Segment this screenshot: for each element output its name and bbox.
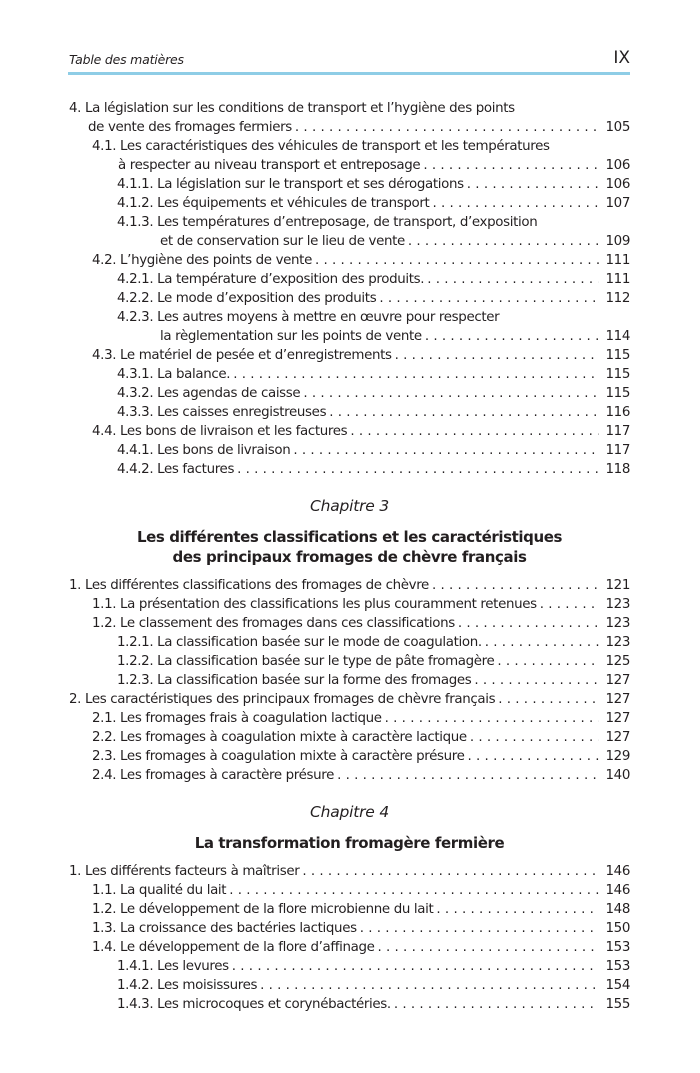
toc-entry-line <box>92 595 630 614</box>
toc-entry-line <box>117 365 630 384</box>
toc-entry[interactable] <box>69 881 630 900</box>
dot-leader <box>485 633 600 652</box>
toc-entry[interactable] <box>69 576 630 595</box>
toc-entry-line <box>69 862 630 881</box>
toc-entry-title: 4.3.2. Les agendas de caisse <box>117 386 301 401</box>
dot-leader <box>423 156 599 175</box>
chapter-label: Chapitre 3 <box>309 497 390 515</box>
toc-entry-title: 1.1. La présentation des classifications les plus couramment retenues <box>92 597 537 612</box>
toc-entry-page: 123 <box>605 597 630 612</box>
toc-entry-title: 4.2.1. La température d’exposition des produits. <box>117 272 425 287</box>
toc-entry-page: 127 <box>605 673 630 688</box>
toc-entry-title: 1.4.3. Les microcoques et corynébactéries. <box>117 997 391 1012</box>
toc-entry-title: 4.3.3. Les caisses enregistreuses <box>117 405 327 420</box>
toc-entry-page: 111 <box>605 272 630 287</box>
toc-entry-title: 4.4.1. Les bons de livraison <box>117 443 291 458</box>
toc-entry-title: 4.3.1. La balance. <box>117 367 231 382</box>
toc-entry-line <box>117 976 630 995</box>
toc-entry-page: 146 <box>605 864 630 879</box>
toc-entry[interactable] <box>69 900 630 919</box>
toc-entry-page: 115 <box>605 367 630 382</box>
toc-entry-line <box>117 671 630 690</box>
toc-entry-title: 1.1. La qualité du lait <box>92 883 227 898</box>
toc-entry-line <box>117 652 630 671</box>
toc-entry-line <box>92 614 630 633</box>
chapter-title-line: La transformation fromagère fermière <box>194 834 505 852</box>
toc-entry-title: 1.2. Le classement des fromages dans ces classifications <box>92 616 455 631</box>
toc-entry-continuation <box>117 232 630 251</box>
dot-leader <box>232 957 600 976</box>
toc-entry-page: 121 <box>605 578 630 593</box>
toc-entry-line <box>117 441 630 460</box>
toc-entry-line <box>92 747 630 766</box>
toc-entry[interactable] <box>69 709 630 728</box>
toc-entry[interactable] <box>69 99 630 137</box>
toc-entry-title: 4.2. L’hygiène des points de vente <box>92 253 312 268</box>
toc-entry-page: 127 <box>605 692 630 707</box>
toc-entry[interactable] <box>69 270 630 289</box>
toc-entry-title: 4.2.3. Les autres moyens à mettre en œuvre pour respecter <box>117 310 500 325</box>
toc-entry-page: 150 <box>605 921 630 936</box>
toc-entry-title: 2.2. Les fromages à coagulation mixte à caractère lactique <box>92 730 467 745</box>
toc-entry[interactable] <box>69 308 630 346</box>
running-header-title: Table des matières <box>69 52 184 67</box>
toc-entry[interactable] <box>69 766 630 785</box>
dot-leader <box>394 995 600 1014</box>
dot-leader <box>378 938 600 957</box>
toc-entry-page: 115 <box>605 386 630 401</box>
dot-leader <box>467 175 600 194</box>
toc-entry-page: 125 <box>605 654 630 669</box>
toc-entry-title: 1.2.1. La classification basée sur le mode de coagulation. <box>117 635 482 650</box>
dot-leader <box>302 862 599 881</box>
dot-leader <box>497 652 599 671</box>
chapter-title <box>69 527 630 567</box>
toc-entry-title: 2.1. Les fromages frais à coagulation lactique <box>92 711 382 726</box>
dot-leader <box>468 747 600 766</box>
dot-leader <box>408 232 600 251</box>
page-number: IX <box>613 48 630 68</box>
chapter-title-line: des principaux fromages de chèvre français <box>172 548 527 566</box>
dot-leader <box>458 614 600 633</box>
toc-entry[interactable] <box>69 957 630 976</box>
toc-entry-title: 2.3. Les fromages à coagulation mixte à caractère présure <box>92 749 465 764</box>
dot-leader <box>233 365 599 384</box>
toc-entry[interactable] <box>69 403 630 422</box>
chapter-title-line: Les différentes classifications et les caractéristiques <box>136 528 563 546</box>
toc-entry-page: 111 <box>605 253 630 268</box>
toc-entry[interactable] <box>69 460 630 479</box>
toc-entry-page: 155 <box>605 997 630 1012</box>
toc-entry[interactable] <box>69 289 630 308</box>
toc-entry-page: 115 <box>605 348 630 363</box>
toc-entry[interactable] <box>69 633 630 652</box>
toc-entry-page: 153 <box>605 959 630 974</box>
toc-entry[interactable] <box>69 194 630 213</box>
toc-entry-title: et de conservation sur le lieu de vente <box>160 234 405 249</box>
toc-entry-line <box>69 99 630 118</box>
toc-entry-line <box>117 403 630 422</box>
toc-entry-page: 105 <box>605 120 630 135</box>
toc-entry-title: 4.1.2. Les équipements et véhicules de transport <box>117 196 430 211</box>
toc-entry-line <box>92 346 630 365</box>
toc-entry-title: la règlementation sur les points de vente <box>160 329 422 344</box>
toc-entry-line <box>117 957 630 976</box>
toc-entry[interactable] <box>69 365 630 384</box>
toc-entry-continuation <box>69 118 630 137</box>
chapter-title <box>69 833 630 853</box>
toc-entry-page: 127 <box>605 711 630 726</box>
toc-entry-title: 4.2.2. Le mode d’exposition des produits <box>117 291 377 306</box>
toc-entry[interactable] <box>69 690 630 709</box>
toc-entry[interactable] <box>69 976 630 995</box>
toc-entry[interactable] <box>69 614 630 633</box>
toc-entry[interactable] <box>69 652 630 671</box>
toc-entry-title: 1. Les différents facteurs à maîtriser <box>69 864 300 879</box>
toc-entry-page: 112 <box>605 291 630 306</box>
toc-entry[interactable] <box>69 595 630 614</box>
toc-entry-page: 114 <box>605 329 630 344</box>
toc-entry-line <box>117 308 630 327</box>
toc-entry-line <box>92 938 630 957</box>
toc-entry-title: 4.3. Le matériel de pesée et d’enregistrements <box>92 348 392 363</box>
toc-entry-line <box>92 766 630 785</box>
toc-entry-title: 2.4. Les fromages à caractère présure <box>92 768 335 783</box>
running-header <box>68 48 630 72</box>
toc-entry-title: 4.4.2. Les factures <box>117 462 235 477</box>
toc-entry-page: 146 <box>605 883 630 898</box>
toc-entry[interactable] <box>69 441 630 460</box>
toc-entry-page: 106 <box>605 158 630 173</box>
toc-entry-page: 118 <box>605 462 630 477</box>
toc-entry[interactable] <box>69 251 630 270</box>
dot-leader <box>470 728 600 747</box>
toc-entry-line <box>69 576 630 595</box>
toc-entry-line <box>92 137 630 156</box>
toc-entry-line <box>69 690 630 709</box>
dot-leader <box>540 595 600 614</box>
toc-entry[interactable] <box>69 747 630 766</box>
toc-entry-title: 4.4. Les bons de livraison et les factures <box>92 424 348 439</box>
toc-entry-title: de vente des fromages fermiers <box>88 120 292 135</box>
toc-entry[interactable] <box>69 213 630 251</box>
toc-entry-line <box>117 460 630 479</box>
dot-leader <box>379 289 599 308</box>
dot-leader <box>293 441 599 460</box>
toc-entry-line <box>117 289 630 308</box>
toc-entry-line <box>117 270 630 289</box>
toc-entry-page: 127 <box>605 730 630 745</box>
toc-entry-line <box>92 251 630 270</box>
toc-entry[interactable] <box>69 728 630 747</box>
toc-entry-line <box>117 213 630 232</box>
toc-entry-title: 1.2.2. La classification basée sur le type de pâte fromagère <box>117 654 495 669</box>
dot-leader <box>395 346 600 365</box>
toc-entry-title: 2. Les caractéristiques des principaux fromages de chèvre français <box>69 692 496 707</box>
dot-leader <box>474 671 599 690</box>
toc-entry-title: 1.4.1. Les levures <box>117 959 229 974</box>
toc-entry-page: 123 <box>605 635 630 650</box>
toc-entry-title: 1. Les différentes classifications des fromages de chèvre <box>69 578 429 593</box>
dot-leader <box>425 327 600 346</box>
toc-entry-line <box>117 384 630 403</box>
dot-leader <box>295 118 600 137</box>
toc-entry-page: 117 <box>605 443 630 458</box>
toc-entry-page: 116 <box>605 405 630 420</box>
dot-leader <box>260 976 599 995</box>
toc-entry[interactable] <box>69 938 630 957</box>
toc-entry-title: 1.4.2. Les moisissures <box>117 978 258 993</box>
dot-leader <box>237 460 599 479</box>
dot-leader <box>432 194 599 213</box>
toc-entry-title: à respecter au niveau transport et entreposage <box>118 158 421 173</box>
toc-entry-page: 148 <box>605 902 630 917</box>
toc-entry-line <box>117 194 630 213</box>
dot-leader <box>385 709 600 728</box>
toc-entry-line <box>92 728 630 747</box>
toc-entry-continuation <box>92 156 630 175</box>
toc-entry[interactable] <box>69 175 630 194</box>
toc-entry-line <box>117 175 630 194</box>
chapter-label: Chapitre 4 <box>309 803 390 821</box>
dot-leader <box>432 576 600 595</box>
toc-entry-title: 4.1. Les caractéristiques des véhicules de transport et les températures <box>92 139 550 154</box>
header-rule <box>68 72 630 75</box>
toc-entry-title: 4. La législation sur les conditions de transport et l’hygiène des points <box>69 101 515 116</box>
dot-leader <box>303 384 599 403</box>
dot-leader <box>350 422 599 441</box>
dot-leader <box>360 919 600 938</box>
table-of-contents <box>69 99 630 1014</box>
toc-entry-page: 107 <box>605 196 630 211</box>
toc-entry[interactable] <box>69 346 630 365</box>
toc-entry-line <box>92 709 630 728</box>
toc-entry-page: 153 <box>605 940 630 955</box>
dot-leader <box>427 270 599 289</box>
dot-leader <box>337 766 599 785</box>
toc-entry-page: 106 <box>605 177 630 192</box>
toc-entry-continuation <box>117 327 630 346</box>
toc-entry[interactable] <box>69 671 630 690</box>
toc-entry-line <box>92 900 630 919</box>
toc-entry-title: 1.2.3. La classification basée sur la forme des fromages <box>117 673 472 688</box>
toc-entry-title: 1.3. La croissance des bactéries lactiques <box>92 921 357 936</box>
toc-entry-page: 117 <box>605 424 630 439</box>
toc-entry-page: 109 <box>605 234 630 249</box>
dot-leader <box>498 690 599 709</box>
toc-entry-line <box>117 995 630 1014</box>
toc-entry-line <box>117 633 630 652</box>
toc-entry-page: 140 <box>605 768 630 783</box>
toc-entry-line <box>92 422 630 441</box>
toc-entry[interactable] <box>69 137 630 175</box>
dot-leader <box>229 881 599 900</box>
toc-entry[interactable] <box>69 862 630 881</box>
dot-leader <box>329 403 599 422</box>
toc-entry-line <box>92 919 630 938</box>
dot-leader <box>436 900 599 919</box>
toc-entry-line <box>92 881 630 900</box>
toc-entry-page: 123 <box>605 616 630 631</box>
toc-entry[interactable] <box>69 995 630 1014</box>
toc-entry-title: 4.1.1. La législation sur le transport et ses dérogations <box>117 177 464 192</box>
toc-entry-title: 4.1.3. Les températures d’entreposage, de transport, d’exposition <box>117 215 538 230</box>
dot-leader <box>315 251 600 270</box>
toc-entry-title: 1.2. Le développement de la flore microbienne du lait <box>92 902 434 917</box>
toc-entry-title: 1.4. Le développement de la flore d’affinage <box>92 940 375 955</box>
toc-entry[interactable] <box>69 919 630 938</box>
toc-entry-page: 129 <box>605 749 630 764</box>
toc-entry[interactable] <box>69 422 630 441</box>
toc-entry[interactable] <box>69 384 630 403</box>
toc-entry-page: 154 <box>605 978 630 993</box>
